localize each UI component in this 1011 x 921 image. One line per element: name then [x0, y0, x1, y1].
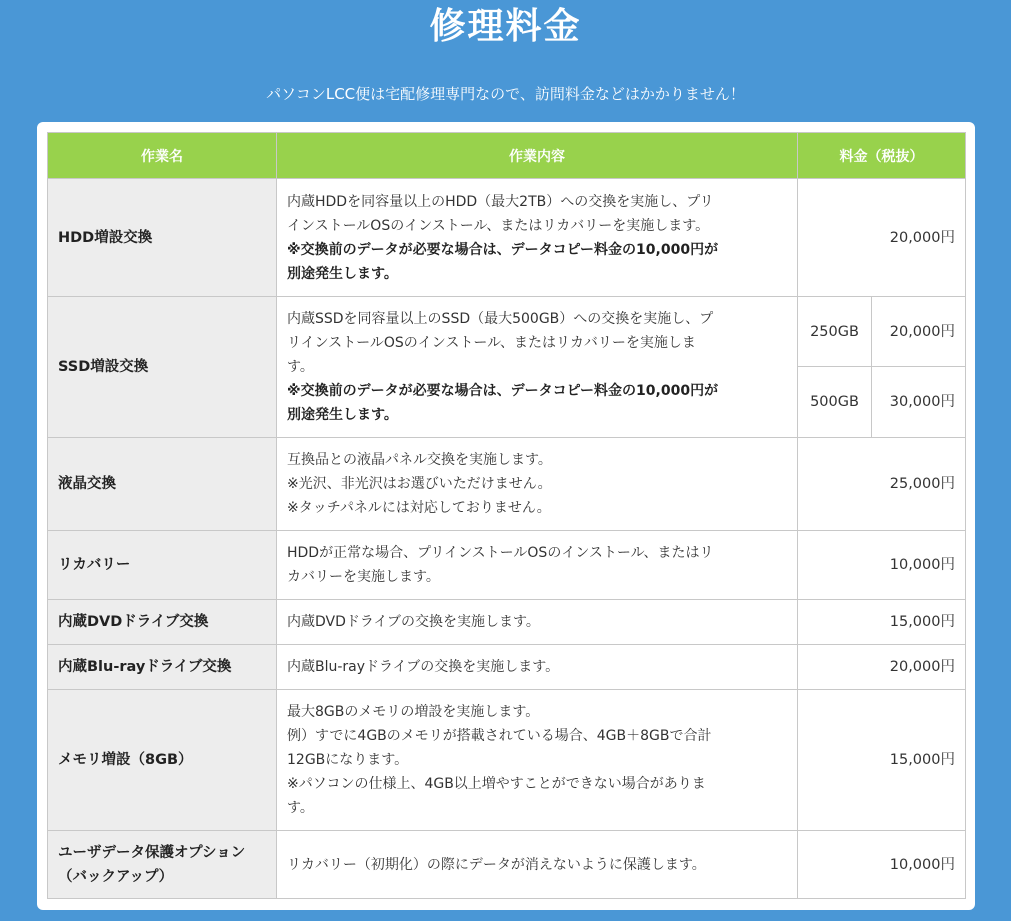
task-content [277, 690, 798, 831]
content-line: す。 [287, 359, 314, 375]
task-price: 15,000円 [798, 690, 966, 831]
task-name: HDD増設交換 [48, 179, 277, 297]
task-name: リカバリー [48, 531, 277, 600]
task-price: 20,000円 [798, 179, 966, 297]
table-row [48, 297, 966, 367]
task-price: 10,000円 [798, 831, 966, 899]
content-note: ※交換前のデータが必要な場合は、データコピー料金の10,000円が [287, 383, 719, 399]
table-row [48, 438, 966, 531]
content-line: リインストールOSのインストール、またはリカバリーを実施しま [287, 335, 696, 351]
task-name-line: ユーザデータ保護オプション [58, 844, 246, 861]
column-header-price: 料金（税抜） [798, 133, 966, 179]
table-row [48, 690, 966, 831]
task-name [48, 831, 277, 899]
content-line: 内蔵DVDドライブの交換を実施します。 [287, 614, 540, 630]
task-content [277, 438, 798, 531]
price-panel [37, 122, 975, 910]
table-header-row [48, 133, 966, 179]
table-row [48, 831, 966, 899]
content-line: 12GBになります。 [287, 752, 409, 768]
task-price-500gb: 30,000円 [872, 367, 966, 438]
content-line: 最大8GBのメモリの増設を実施します。 [287, 704, 540, 720]
task-price: 20,000円 [798, 645, 966, 690]
task-price: 15,000円 [798, 600, 966, 645]
page-subtitle: パソコンLCC便は宅配修理専門なので、訪問料金などはかかりません！ [266, 85, 745, 103]
content-line: HDDが正常な場合、プリインストールOSのインストール、またはリ [287, 545, 714, 561]
content-note: 別途発生します。 [287, 265, 398, 282]
column-header-task-name: 作業名 [48, 133, 277, 179]
task-content [277, 179, 798, 297]
content-note: 別途発生します。 [287, 407, 398, 423]
content-line: リカバリー（初期化）の際にデータが消えないように保護します。 [287, 856, 706, 873]
task-price-250gb: 20,000円 [872, 297, 966, 367]
table-row [48, 531, 966, 600]
content-line: ※タッチパネルには対応しておりません。 [287, 500, 551, 516]
capacity-option-500gb: 500GB [798, 367, 872, 438]
content-note: ※交換前のデータが必要な場合は、データコピー料金の10,000円が [287, 241, 719, 258]
content-line: ※パソコンの仕様上、4GB以上増やすことができない場合がありま [287, 776, 706, 792]
content-line: 例）すでに4GBのメモリが搭載されている場合、4GB＋8GBで合計 [287, 728, 712, 744]
task-content [277, 831, 798, 899]
task-name: メモリ増設（8GB） [48, 690, 277, 831]
task-content [277, 645, 798, 690]
table-row [48, 179, 966, 297]
task-name: SSD増設交換 [48, 297, 277, 438]
task-price: 25,000円 [798, 438, 966, 531]
content-line: す。 [287, 800, 314, 816]
task-name: 内蔵Blu-rayドライブ交換 [48, 645, 277, 690]
table-row [48, 600, 966, 645]
task-content [277, 600, 798, 645]
price-table [47, 132, 966, 899]
table-row [48, 645, 966, 690]
task-content [277, 531, 798, 600]
task-name-line: （バックアップ） [58, 868, 174, 885]
content-line: 内蔵HDDを同容量以上のHDD（最大2TB）への交換を実施し、プリ [287, 193, 714, 210]
task-price: 10,000円 [798, 531, 966, 600]
content-line: 互換品との液晶パネル交換を実施します。 [287, 452, 552, 468]
page-title: 修理料金 [429, 6, 582, 47]
task-name: 液晶交換 [48, 438, 277, 531]
content-line: インストールOSのインストール、またはリカバリーを実施します。 [287, 217, 710, 234]
content-line: 内蔵SSDを同容量以上のSSD（最大500GB）への交換を実施し、プ [287, 311, 714, 327]
content-line: 内蔵Blu-rayドライブの交換を実施します。 [287, 659, 560, 675]
content-line: カバリーを実施します。 [287, 569, 440, 585]
capacity-option-250gb: 250GB [798, 297, 872, 367]
column-header-task-content: 作業内容 [277, 133, 798, 179]
content-line: ※光沢、非光沢はお選びいただけません。 [287, 476, 552, 492]
task-name: 内蔵DVDドライブ交換 [48, 600, 277, 645]
task-content [277, 297, 798, 438]
